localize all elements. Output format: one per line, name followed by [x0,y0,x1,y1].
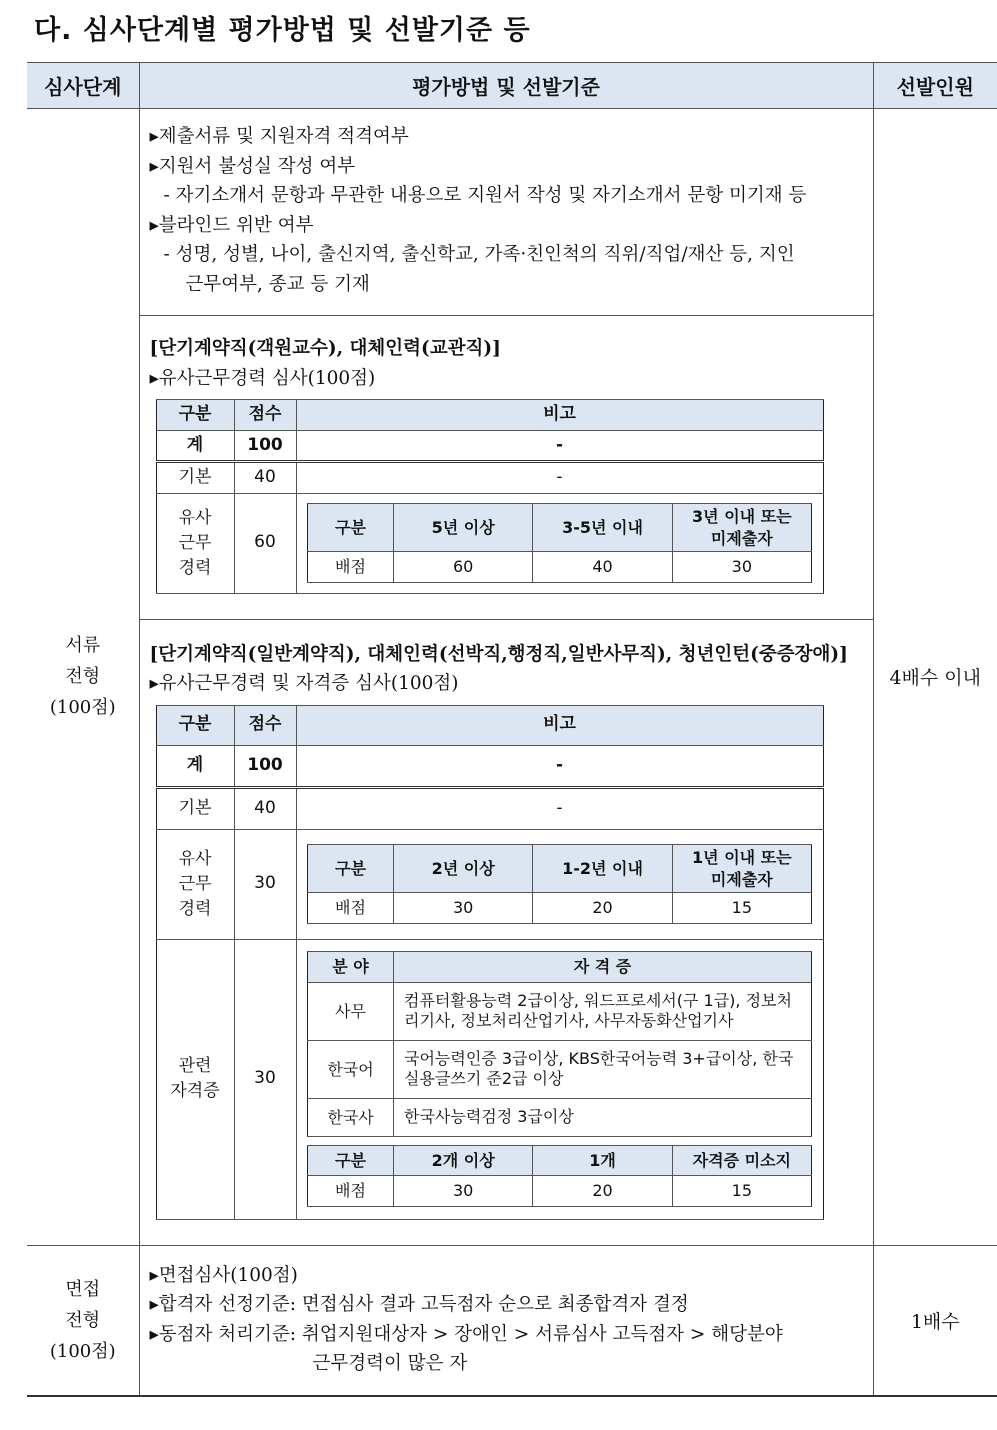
header-count: 선발인원 [873,63,997,109]
header-criteria: 평가방법 및 선발기준 [139,63,873,109]
block-heading: [단기계약직(일반계약직), 대체인력(선박직,행정직,일반사무직), 청년인턴(중증장애)] [149,643,848,665]
evaluation-table [27,62,997,1397]
block-heading: [단기계약직(객원교수), 대체인력(교관직)] [149,338,501,359]
certificate-table: 분 야 자 격 증 사무 컴퓨터활용능력 2급이상, 워드프로세서(구 1급), 정보처리기사, 정보처리산업기사, 사무자동화산업기사 한국어 국어능력인증 3급이상, KBS한국어능력 3+급이상, 한국실용글쓰기 준2급 이상 한국사 한국사능력검정 3급이상 [307,951,812,1137]
interview-stage-label: 면접 전형 (100점) [27,1245,139,1396]
experience-points-table: 구분 5년 이상 3-5년 이내 3년 이내 또는 미제출자 배점 60 40 30 [307,503,812,583]
header-row [27,63,997,109]
document-stage-row [27,109,997,1246]
document-criteria [139,109,873,1246]
general-contract-block: [단기계약직(일반계약직), 대체인력(선박직,행정직,일반사무직), 청년인턴(중증장애)] ▸유사근무경력 및 자격증 심사(100점) 구분 점수 비고 계 100 - 기본 40 - 유사 근무 경력 30 구분 2년 이상 1-2년 이내 1년 이내 또는 미제출자 배점 30 20 15 관련 자격증 30 분 야 자 격 증 사무 컴퓨터활용능력 2급이상, 워드프로세서(구 1급), 정보처리기사, 정보처리산업기사, 사무자동화산업기사 한국어 국어능력인증 3급이상, KBS한국어능력 3+급이상, 한국실용글쓰기 준2급 이상 한국사 한국사능력검정 3급이상 구분 2개 이상 1개 자격증 미소지 배점 30 20 15 [140,620,873,1245]
score-table: 구분 점수 비고 계 100 - 기본 40 - 유사 근무 경력 30 구분 2년 이상 1-2년 이내 1년 이내 또는 미제출자 배점 30 20 15 관련 자격증 30 분 야 자 격 증 사무 컴퓨터활용능력 2급이상, 워드프로세서(구 1급), 정보처리기사, 정보처리산업기사, 사무자동화산업기사 한국어 국어능력인증 3급이상, KBS한국어능력 3+급이상, 한국실용글쓰기 준2급 이상 한국사 한국사능력검정 3급이상 구분 2개 이상 1개 자격증 미소지 배점 30 20 15 [156,705,824,1220]
experience-points-table: 구분 2년 이상 1-2년 이내 1년 이내 또는 미제출자 배점 30 20 15 [307,844,812,924]
score-table: 구분 점수 비고 계 100 - 기본 40 - 유사 근무 경력 60 구분 5년 이상 3-5년 이내 3년 이내 또는 미제출자 배점 60 40 30 [156,399,824,594]
header-stage: 심사단계 [27,63,139,109]
certificate-points-table: 구분 2개 이상 1개 자격증 미소지 배점 30 20 15 [307,1145,812,1207]
section-title: 다. 심사단계별 평가방법 및 선발기준 등 [34,15,531,46]
interview-criteria: ▸면접심사(100점) ▸합격자 선정기준: 면접심사 결과 고득점자 순으로 최종합격자 결정 ▸동점자 처리기준: 취업지원대상자 > 장애인 > 서류심사 고득점자 > 해당분야 근무경력이 많은 자 [139,1245,873,1396]
interview-count: 1배수 [873,1245,997,1396]
contract-professor-block: [단기계약직(객원교수), 대체인력(교관직)] ▸유사근무경력 심사(100점) 구분 점수 비고 계 100 - 기본 40 - 유사 근무 경력 60 구분 5년 이상 3-5년 이내 3년 이내 또는 미제출자 배점 60 40 30 [140,316,873,620]
document-stage-label: 서류 전형 (100점) [27,109,139,1246]
interview-stage-row [27,1245,997,1396]
eligibility-block: ▸제출서류 및 지원자격 적격여부 ▸지원서 불성실 작성 여부 - 자기소개서 문항과 무관한 내용으로 지원서 작성 및 자기소개서 문항 미기재 등 ▸블라인드 위반 여부 - 성명, 성별, 나이, 출신지역, 출신학교, 가족·친인척의 직위/직업/재산 등, 지인 근무여부, 종교 등 기재 [140,109,873,316]
document-count: 4배수 이내 [873,109,997,1246]
